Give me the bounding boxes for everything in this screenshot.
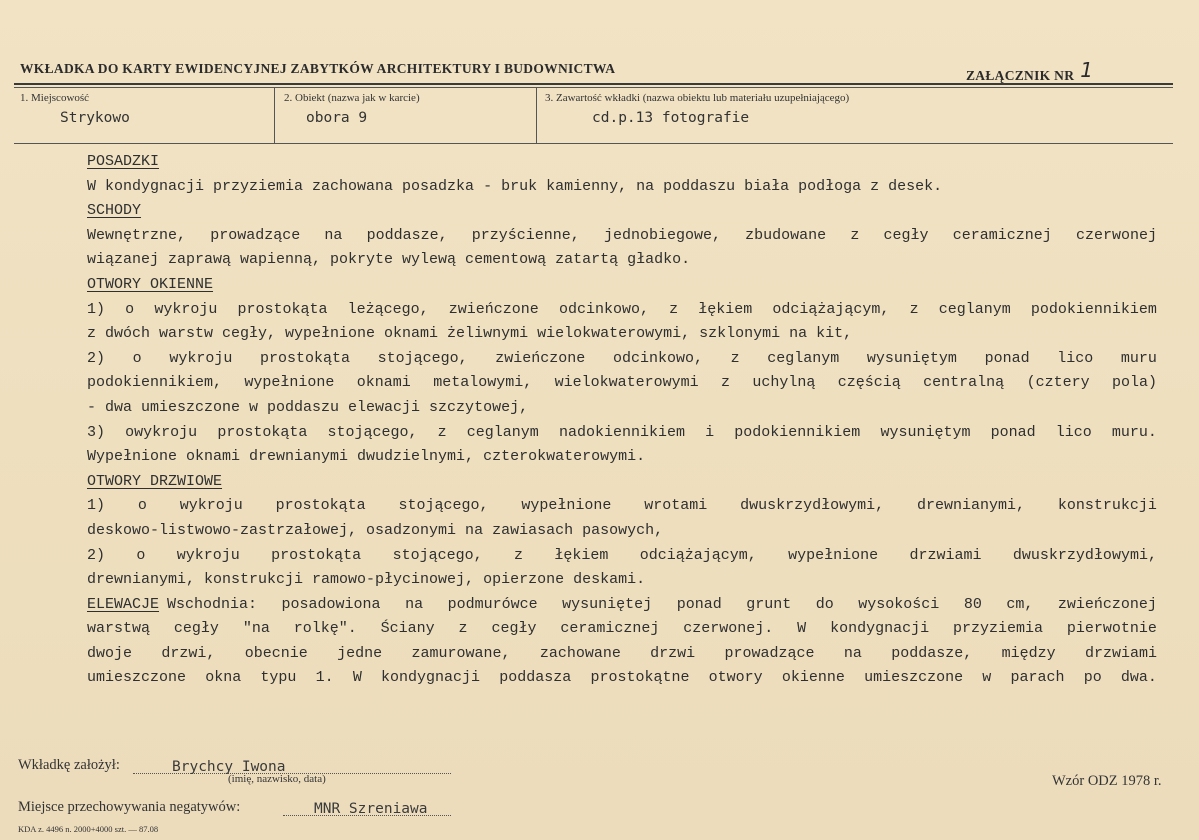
word: i — [705, 423, 715, 441]
word: leżącego, — [347, 300, 429, 318]
field-value-locality: Strykowo — [60, 110, 130, 126]
annex-label-text: ZAŁĄCZNIK NR — [966, 68, 1075, 83]
word: prostokąta — [259, 349, 350, 367]
word: z — [513, 546, 523, 564]
word: dwuskrzydłowymi, — [1012, 546, 1157, 564]
body-line: - dwa umieszczone w poddaszu elewacji szczytowej, — [87, 398, 529, 416]
word: 80 — [963, 595, 982, 613]
word: wypełnione — [788, 546, 879, 564]
word: w — [982, 669, 992, 687]
word: okienne — [781, 669, 845, 687]
body-line — [87, 347, 1157, 372]
word: cm, — [1006, 595, 1034, 613]
word: przyziemia — [953, 620, 1044, 638]
field-label-locality: 1. Miejscowość — [20, 92, 90, 104]
document-title: WKŁADKA DO KARTY EWIDENCYJNEJ ZABYTKÓW ARCHITEKTURY I BUDOWNICTWA — [20, 61, 616, 76]
word: czerwonej. — [683, 620, 774, 638]
word: Wewnętrzne, — [87, 226, 187, 244]
word: wysokości — [858, 595, 940, 613]
body-line — [87, 642, 1157, 667]
word: ponad — [676, 595, 722, 613]
word: dwuskrzydłowymi, — [740, 497, 885, 515]
word: umieszczone — [864, 669, 964, 687]
word: W — [352, 669, 362, 687]
word: wykroju — [176, 546, 240, 564]
fields-bottom-rule — [14, 143, 1173, 144]
print-info: KDA z. 4496 n. 2000+4000 szt. — 87.08 — [18, 824, 159, 834]
word: z — [437, 423, 447, 441]
word: drewnianymi, — [917, 497, 1026, 515]
word: owykroju — [125, 423, 198, 441]
word: cegły — [173, 620, 219, 638]
word: 2) — [87, 349, 106, 367]
word: ceglanym — [938, 300, 1011, 318]
word: dwa. — [1120, 669, 1157, 687]
word: na — [324, 226, 343, 244]
section-heading-otwory-okienne: OTWORY OKIENNE — [87, 275, 214, 293]
creator-value: Brychcy Iwona — [172, 759, 286, 775]
word: łękiem — [698, 300, 753, 318]
word: zachowane — [539, 644, 621, 662]
section-heading-elewacje: ELEWACJE — [87, 595, 160, 613]
word: stojącego, — [327, 423, 418, 441]
word: 3) — [87, 423, 106, 441]
word: wielokwaterowymi — [554, 374, 699, 392]
word: z — [721, 374, 731, 392]
word: metalowymi, — [433, 374, 533, 392]
body-line: Wypełnione oknami drewnianymi dwudzielnymi, czterokwaterowymi. — [87, 448, 646, 466]
word: podokiennikiem — [1030, 300, 1157, 318]
word: prostokąta — [217, 423, 308, 441]
word: zwieńczone — [495, 349, 586, 367]
word: o — [125, 300, 135, 318]
word: odcinkowo, — [558, 300, 649, 318]
body-line: W kondygnacji przyziemia zachowana posadzka - bruk kamienny, na poddaszu biała podłoga z desek. — [87, 177, 943, 195]
field-divider — [536, 88, 537, 143]
field-label-object: 2. Obiekt (nazwa jak w karcie) — [284, 92, 420, 104]
word: 1) — [87, 300, 106, 318]
word: wysuniętym — [880, 423, 971, 441]
creator-label: Wkładkę założył: — [18, 757, 120, 773]
storage-value: MNR Szreniawa — [314, 801, 428, 817]
form-pattern: Wzór ODZ 1978 r. — [1052, 773, 1162, 789]
word: przyścienne, — [471, 226, 580, 244]
body-line: z dwóch warstw cegły, wypełnione oknami żeliwnymi wielokwaterowymi, szklonymi na kit, — [87, 325, 853, 343]
word: wrotami — [644, 497, 708, 515]
word: z — [909, 300, 919, 318]
word: kondygnacji — [830, 620, 930, 638]
word: rolkę". — [293, 620, 357, 638]
word: stojącego, — [398, 497, 489, 515]
header-rule — [14, 83, 1173, 85]
word: 2) — [87, 546, 106, 564]
word: zwieńczone — [448, 300, 539, 318]
body-line — [167, 593, 1157, 618]
word: typu — [260, 669, 297, 687]
storage-label: Miejsce przechowywania negatywów: — [18, 799, 241, 815]
word: zamurowane, — [411, 644, 511, 662]
header-rule-thin — [14, 87, 1173, 88]
word: okna — [205, 669, 242, 687]
word: "na — [242, 620, 270, 638]
word: wysuniętej — [562, 595, 653, 613]
word: kondygnacji — [381, 669, 481, 687]
word: czerwonej — [1075, 226, 1157, 244]
word: o — [132, 349, 142, 367]
word: z — [669, 300, 679, 318]
word: uchylną — [752, 374, 816, 392]
word: ceramicznej — [560, 620, 660, 638]
word: stojącego, — [392, 546, 483, 564]
section-heading-otwory-drzwiowe: OTWORY DRZWIOWE — [87, 472, 223, 490]
body-line — [87, 298, 1157, 323]
word: wysuniętym — [866, 349, 957, 367]
word: ceramicznej — [952, 226, 1052, 244]
word: otwory — [708, 669, 763, 687]
word: W — [797, 620, 807, 638]
word: łękiem — [554, 546, 609, 564]
word: poddasze, — [891, 644, 973, 662]
word: jedne — [337, 644, 383, 662]
word: prostokąta — [275, 497, 366, 515]
section-heading-posadzki: POSADZKI — [87, 153, 160, 170]
word: podokiennikiem — [734, 423, 861, 441]
word: poddasze, — [366, 226, 448, 244]
word: na — [843, 644, 862, 662]
body-line — [87, 421, 1157, 446]
word: wykroju — [154, 300, 218, 318]
body-line — [87, 371, 1157, 396]
word: wykroju — [179, 497, 243, 515]
body-line — [87, 666, 1157, 691]
word: cegły — [491, 620, 537, 638]
word: po — [1083, 669, 1102, 687]
annex-number: 1 — [1080, 58, 1094, 82]
word: odcinkowo, — [612, 349, 703, 367]
word: 1. — [315, 669, 334, 687]
annex-label — [966, 58, 1094, 85]
field-value-object: obora 9 — [306, 110, 368, 126]
word: jednobiegowe, — [603, 226, 721, 244]
word: wykroju — [169, 349, 233, 367]
field-divider — [274, 88, 275, 143]
body-line — [87, 544, 1157, 569]
word: prostokąta — [271, 546, 362, 564]
word: lico — [1057, 349, 1094, 367]
word: podokiennikiem, — [87, 374, 223, 392]
word: drzwiami — [1084, 644, 1157, 662]
body-line — [87, 617, 1157, 642]
word: ponad — [990, 423, 1036, 441]
section-heading-schody: SCHODY — [87, 202, 142, 220]
body-line: drewnianymi, konstrukcji ramowo-płycinowej, opierzone deskami. — [87, 571, 646, 589]
word: umieszczone — [87, 669, 187, 687]
elewacje-first-line — [87, 593, 1157, 618]
word: podmurówce — [447, 595, 538, 613]
word: drzwi — [650, 644, 696, 662]
word: o — [137, 497, 147, 515]
word: zwieńczonej — [1057, 595, 1157, 613]
word: posadowiona — [281, 595, 381, 613]
word: pierwotnie — [1066, 620, 1157, 638]
word: obecnie — [244, 644, 308, 662]
word: drzwi, — [161, 644, 216, 662]
body-line: wiązanej zaprawą wapienną, pokryte wylewą cementową zatartą gładko. — [87, 251, 691, 269]
word: do — [815, 595, 834, 613]
word: na — [405, 595, 424, 613]
word: 1) — [87, 497, 106, 515]
word: z — [458, 620, 468, 638]
word: poddasza — [499, 669, 572, 687]
body-line — [87, 224, 1157, 249]
word: lico — [1055, 423, 1092, 441]
creator-note: (imię, nazwisko, data) — [228, 773, 326, 785]
word: z — [850, 226, 860, 244]
word: prostokąta — [237, 300, 328, 318]
word: odciążającym, — [639, 546, 757, 564]
word: stojącego, — [377, 349, 468, 367]
word: cegły — [883, 226, 929, 244]
word: ceglanym — [767, 349, 840, 367]
word: odciążającym, — [772, 300, 890, 318]
word: Wschodnia: — [167, 595, 258, 613]
field-label-contents: 3. Zawartość wkładki (nazwa obiektu lub materiału uzupełniającego) — [545, 92, 850, 104]
word: z — [730, 349, 740, 367]
field-value-contents: cd.p.13 fotografie — [592, 110, 750, 126]
word: parach — [1010, 669, 1065, 687]
body-line — [87, 494, 1157, 519]
word: oknami — [356, 374, 411, 392]
word: warstwą — [87, 620, 151, 638]
word: między — [1001, 644, 1056, 662]
word: zbudowane — [745, 226, 827, 244]
word: Ściany — [380, 620, 435, 638]
word: prostokątne — [590, 669, 690, 687]
word: ceglanym — [466, 423, 539, 441]
word: prowadzące — [724, 644, 815, 662]
word: częścią — [837, 374, 901, 392]
word: muru — [1120, 349, 1157, 367]
word: o — [136, 546, 146, 564]
word: prowadzące — [210, 226, 301, 244]
word: dwoje — [87, 644, 133, 662]
word: centralną — [923, 374, 1005, 392]
body-line: deskowo-listwowo-zastrzałowej, osadzonymi na zawiasach pasowych, — [87, 521, 664, 539]
word: muru. — [1111, 423, 1157, 441]
word: pola) — [1111, 374, 1157, 392]
word: drzwiami — [909, 546, 982, 564]
document-body — [87, 150, 1157, 691]
word: nadokiennikiem — [558, 423, 685, 441]
word: wypełnione — [521, 497, 612, 515]
word: ponad — [984, 349, 1030, 367]
word: (cztery — [1026, 374, 1090, 392]
word: grunt — [746, 595, 792, 613]
word: wypełnione — [244, 374, 335, 392]
word: konstrukcji — [1057, 497, 1157, 515]
